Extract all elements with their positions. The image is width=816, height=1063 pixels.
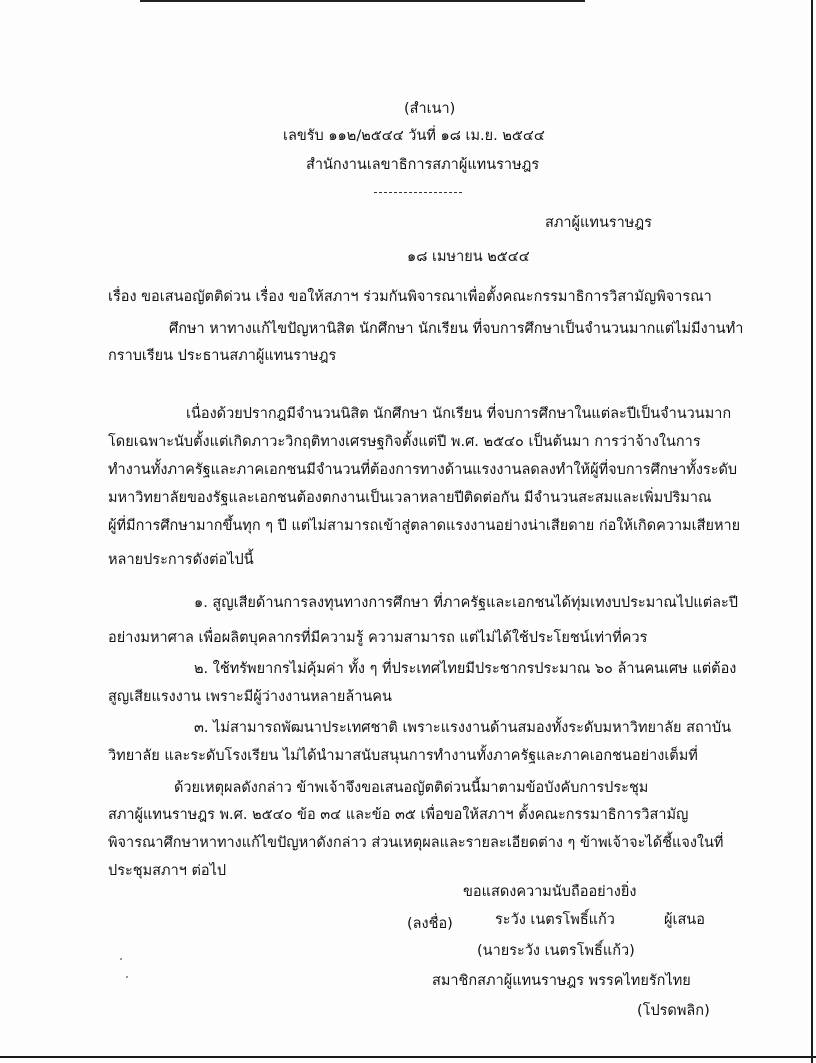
addressee-place: สภาผู้แทนราษฎร bbox=[545, 215, 652, 231]
body-p2-line: สภาผู้แทนราษฎร พ.ศ. ๒๕๔๐ ข้อ ๓๔ และข้อ ๓๕ เพื่อขอให้สภาฯ ตั้งคณะกรรมาธิการวิสามัญ bbox=[108, 807, 689, 823]
body-p1-line: เนื่องด้วยปรากฎมีจำนวนนิสิต นักศึกษา นักเรียน ที่จบการศึกษาในแต่ละปีเป็นจำนวนมาก bbox=[186, 406, 732, 422]
body-p1-line: โดยเฉพาะนับตั้งแต่เกิดภาวะวิกฤติทางเศรษฐกิจตั้งแต่ปี พ.ศ. ๒๕๔๐ เป็นต้นมา การว่าจ้างในการ bbox=[108, 434, 701, 450]
subject-line-2: ศึกษา หาทางแก้ไขปัญหานิสิต นักศึกษา นักเรียน ที่จบการศึกษาเป็นจำนวนมากแต่ไม่มีงานทำ bbox=[169, 321, 744, 337]
salutation: กราบเรียน ประธานสภาผู้แทนราษฎร bbox=[108, 348, 337, 364]
bottom-frame-edge bbox=[0, 1056, 816, 1058]
signer-name: ระวัง เนตรโพธิ์แก้ว bbox=[495, 912, 615, 928]
body-p2-line: พิจารณาศึกษาหาทางแก้ไขปัญหาดังกล่าว ส่วนเหตุผลและรายละเอียดต่าง ๆ ข้าพเจ้าจะได้ชี้แจงในที่ bbox=[108, 835, 724, 851]
closing-line: ขอแสดงความนับถืออย่างยิ่ง bbox=[463, 884, 637, 900]
list-item-2-line: ๒. ใช้ทรัพยากรไม่คุ้มค่า ทั้ง ๆ ที่ประเทศไทยมีประชากรประมาณ ๖๐ ล้านคนเศษ แต่ต้อง bbox=[194, 661, 737, 677]
body-p1-line: หลายประการดังต่อไปนี้ bbox=[108, 552, 254, 568]
body-p1-line: ทำงานทั้งภาครัฐและภาคเอกชนมีจำนวนที่ต้องการทางด้านแรงงานลดลงทำให้ผู้ที่จบการศึกษาทั้งระดับ bbox=[108, 462, 738, 478]
signer-position: สมาชิกสภาผู้แทนราษฎร พรรคไทยรักไทย bbox=[432, 973, 691, 989]
subject-line-1: เรื่อง ขอเสนอญัตติด่วน เรื่อง ขอให้สภาฯ ร่วมกันพิจารณาเพื่อตั้งคณะกรรมาธิการวิสามัญพิจารณา bbox=[108, 289, 712, 305]
body-p1-line: มหาวิทยาลัยของรัฐและเอกชนต้องตกงานเป็นเวลาหลายปีติดต่อกัน มีจำนวนสะสมและเพิ่มปริมาณ bbox=[108, 490, 712, 506]
top-edge-rule bbox=[140, 0, 585, 2]
office-name: สำนักงานเลขาธิการสภาผู้แทนราษฎร bbox=[306, 157, 540, 173]
list-item-3-line: วิทยาลัย และระดับโรงเรียน ไม่ได้นำมาสนับสนุนการทำงานทั้งภาครัฐและภาคเอกชนอย่างเต็มที่ bbox=[108, 748, 698, 764]
list-item-3-line: ๓. ไม่สามารถพัฒนาประเทศชาติ เพราะแรงงานด้านสมองทั้งระดับมหาวิทยาลัย สถาบัน bbox=[194, 720, 732, 736]
receipt-line: เลขรับ ๑๑๒/๒๕๔๔ วันที่ ๑๘ เม.ย. ๒๕๔๔ bbox=[283, 128, 545, 144]
list-item-2-line: สูญเสียแรงงาน เพราะมีผู้ว่างงานหลายล้านคน bbox=[108, 689, 392, 705]
body-p2-line: ประชุมสภาฯ ต่อไป bbox=[108, 863, 227, 879]
separator-line bbox=[374, 192, 462, 193]
right-frame-edge bbox=[811, 0, 813, 1063]
document-date: ๑๘ เมษายน ๒๕๔๔ bbox=[407, 249, 530, 265]
signer-full-name: (นายระวัง เนตรโพธิ์แก้ว) bbox=[477, 943, 635, 959]
scan-speck bbox=[120, 958, 122, 960]
copy-label: (สำเนา) bbox=[404, 101, 456, 117]
list-item-1-line: ๑. สูญเสียด้านการลงทุนทางการศึกษา ที่ภาครัฐและเอกชนได้ทุ่มเทงบประมาณไปแต่ละปี bbox=[194, 595, 738, 611]
signer-role: ผู้เสนอ bbox=[664, 912, 705, 928]
body-p1-line: ผู้ที่มีการศึกษามากขึ้นทุก ๆ ปี แต่ไม่สามารถเข้าสู่ตลาดแรงงานอย่างน่าเสียดาย ก่อให้เกิดความเสียหาย bbox=[108, 518, 741, 534]
body-p2-line: ด้วยเหตุผลดังกล่าว ข้าพเจ้าจึงขอเสนอญัตติด่วนนี้มาตามข้อบังคับการประชุม bbox=[174, 780, 649, 796]
sign-label: (ลงชื่อ) bbox=[407, 916, 453, 932]
turn-over-note: (โปรดพลิก) bbox=[637, 1003, 710, 1019]
list-item-1-line: อย่างมหาศาล เพื่อผลิตบุคลากรที่มีความรู้ ความสามารถ แต่ไม่ได้ใช้ประโยชน์เท่าที่ควร bbox=[108, 630, 648, 646]
scan-speck bbox=[126, 976, 128, 978]
